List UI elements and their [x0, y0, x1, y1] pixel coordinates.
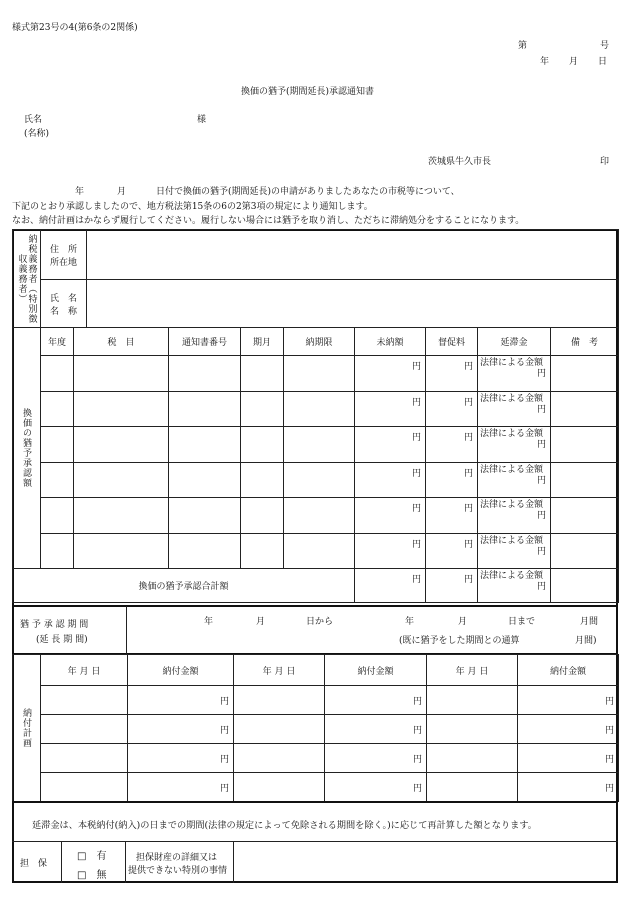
remarks-cell[interactable] [551, 533, 619, 569]
number-prefix: 第 [518, 41, 528, 51]
period-end-year: 年 [405, 617, 415, 627]
taxpayer-table [12, 229, 619, 328]
due-date-cell[interactable] [284, 462, 355, 498]
collateral-detail-l1: 担保財産の詳細又は [136, 853, 218, 863]
plan-amount-cell[interactable]: 円 [325, 715, 427, 744]
late-fee-cell[interactable]: 法律による金額 円 [478, 356, 551, 392]
approval-table [12, 327, 619, 603]
period-start-year: 年 [204, 617, 214, 627]
unpaid-amount-cell[interactable]: 円 [355, 462, 426, 498]
plan-amount-cell[interactable]: 円 [128, 715, 234, 744]
collateral-detail-l2: 提供できない特別の事情 [128, 866, 228, 876]
period-prior-text: (既に猶予をした期間との通算 [399, 636, 520, 646]
plan-amount-cell[interactable]: 円 [518, 744, 619, 773]
due-date-cell[interactable] [284, 427, 355, 463]
header-tax-item: 税 目 [74, 328, 169, 356]
late-fee-cell[interactable]: 法律による金額 円 [478, 462, 551, 498]
total-reminder-cell[interactable]: 円 [426, 569, 478, 603]
taxpayer-name-label: 氏 名 名 称 [41, 280, 87, 328]
plan-amount-cell[interactable]: 円 [325, 686, 427, 715]
number-suffix: 号 [600, 41, 610, 51]
plan-row [13, 744, 619, 773]
plan-amount-header-3: 納付金額 [518, 655, 619, 686]
plan-date-cell[interactable] [427, 773, 518, 802]
header-due-date: 納期限 [284, 328, 355, 356]
plan-amount-cell[interactable]: 円 [518, 773, 619, 802]
taxpayer-name-field[interactable] [87, 280, 619, 328]
name-sub-label: (名称) [24, 129, 50, 139]
payment-plan-table [12, 654, 619, 802]
plan-date-cell[interactable] [234, 686, 325, 715]
plan-amount-cell[interactable]: 円 [325, 773, 427, 802]
form-number: 様式第23号の4(第6条の2関係) [12, 23, 138, 33]
honorific: 様 [197, 115, 207, 125]
total-unpaid-cell[interactable]: 円 [355, 569, 426, 603]
period-until: 日まで [508, 617, 536, 627]
unpaid-amount-cell[interactable]: 円 [355, 391, 426, 427]
due-date-cell[interactable] [284, 498, 355, 534]
table-row [13, 356, 619, 392]
header-reminder-fee: 督促料 [426, 328, 478, 356]
plan-date-cell[interactable] [41, 744, 128, 773]
plan-row [13, 715, 619, 744]
period-label-l2: (延 長 期 間) [36, 635, 88, 645]
total-remarks-cell[interactable] [551, 569, 619, 603]
plan-amount-cell[interactable]: 円 [518, 686, 619, 715]
date-year: 年 [540, 57, 550, 67]
collateral-label: 担 保 [20, 859, 48, 869]
remarks-cell[interactable] [551, 498, 619, 534]
plan-date-cell[interactable] [234, 773, 325, 802]
unpaid-amount-cell[interactable]: 円 [355, 498, 426, 534]
taxpayer-vertical-label: 納税義務者（特別徴収義務者） [13, 230, 41, 328]
header-unpaid-amount: 未納額 [355, 328, 426, 356]
approval-vertical-label: 換価の猶予承認額 [13, 328, 41, 569]
issuer-name: 茨城県牛久市長 [428, 157, 492, 167]
plan-amount-cell[interactable]: 円 [128, 744, 234, 773]
document-title: 換価の猶予(期間延長)承認通知書 [241, 87, 375, 97]
plan-date-cell[interactable] [427, 715, 518, 744]
reminder-fee-cell[interactable]: 円 [426, 427, 478, 463]
name-label: 氏名 [24, 115, 43, 125]
body-line3: なお、納付計画はかならず履行してください。履行しない場合には猶予を取り消し、ただちに滞納処分をすることになります。 [12, 216, 525, 226]
fiscal-year-cell[interactable] [41, 427, 74, 463]
plan-date-cell[interactable] [41, 686, 128, 715]
remarks-cell[interactable] [551, 462, 619, 498]
table-row [13, 462, 619, 498]
period-end-month: 月 [458, 617, 468, 627]
date-month: 月 [569, 57, 579, 67]
period-cell[interactable] [241, 356, 284, 392]
plan-date-cell[interactable] [234, 715, 325, 744]
collateral-no-checkbox[interactable]: □ 無 [77, 870, 107, 881]
table-row [13, 498, 619, 534]
header-fiscal-year: 年度 [41, 328, 74, 356]
late-fee-cell[interactable]: 法律による金額 円 [478, 391, 551, 427]
remarks-cell[interactable] [551, 356, 619, 392]
notice-number-cell[interactable] [169, 533, 241, 569]
header-notice-number: 通知書番号 [169, 328, 241, 356]
plan-amount-cell[interactable]: 円 [128, 773, 234, 802]
total-row [13, 569, 619, 603]
body-month: 月 [117, 187, 127, 197]
fiscal-year-cell[interactable] [41, 391, 74, 427]
tax-item-cell[interactable] [74, 533, 169, 569]
table-row [13, 391, 619, 427]
due-date-cell[interactable] [284, 533, 355, 569]
period-months: 月間 [580, 617, 599, 627]
period-label-l1: 猶 予 承 認 期 間 [20, 620, 89, 630]
seal-mark: 印 [600, 157, 610, 167]
collateral-detail-field[interactable] [234, 843, 616, 882]
notice-number-cell[interactable] [169, 356, 241, 392]
plan-date-header-3: 年 月 日 [427, 655, 518, 686]
plan-amount-cell[interactable]: 円 [325, 744, 427, 773]
notice-number-cell[interactable] [169, 498, 241, 534]
period-prior-months: 月間) [575, 636, 597, 646]
body-line2: 下記のとおり承認しましたので、地方税法第15条の6の2第3項の規定により通知します。 [12, 202, 373, 212]
plan-vertical-label: 納付計画 [13, 655, 41, 802]
address-label: 住 所 所在地 [41, 230, 87, 280]
reminder-fee-cell[interactable]: 円 [426, 462, 478, 498]
remarks-cell[interactable] [551, 427, 619, 463]
reminder-fee-cell[interactable]: 円 [426, 498, 478, 534]
header-late-fee: 延滞金 [478, 328, 551, 356]
fiscal-year-cell[interactable] [41, 498, 74, 534]
late-fee-notice: 延滞金は、本税納付(納入)の日までの期間(法律の規定によって免除される期間を除く。)に応じて再計算した額となります。 [32, 820, 537, 831]
period-cell[interactable] [241, 391, 284, 427]
unpaid-amount-cell[interactable]: 円 [355, 533, 426, 569]
notice-number-cell[interactable] [169, 391, 241, 427]
plan-row [13, 686, 619, 715]
total-label: 換価の猶予承認合計額 [13, 569, 355, 603]
date-day: 日 [598, 57, 608, 67]
period-from: 日から [306, 617, 334, 627]
plan-date-cell[interactable] [427, 686, 518, 715]
period-divider [126, 606, 127, 654]
period-cell[interactable] [241, 462, 284, 498]
notice-number-cell[interactable] [169, 462, 241, 498]
notice-number-cell[interactable] [169, 427, 241, 463]
reminder-fee-cell[interactable]: 円 [426, 391, 478, 427]
address-field[interactable] [87, 230, 619, 280]
plan-row [13, 773, 619, 802]
period-start-month: 月 [256, 617, 266, 627]
collateral-divider-2 [125, 842, 126, 883]
table-row [13, 533, 619, 569]
unpaid-amount-cell[interactable]: 円 [355, 356, 426, 392]
fiscal-year-cell[interactable] [41, 462, 74, 498]
reminder-fee-cell[interactable]: 円 [426, 356, 478, 392]
header-period: 期月 [241, 328, 284, 356]
plan-date-cell[interactable] [41, 715, 128, 744]
table-row [13, 427, 619, 463]
late-fee-cell[interactable]: 法律による金額 円 [478, 427, 551, 463]
collateral-yes-checkbox[interactable]: □ 有 [77, 851, 107, 862]
total-late-fee-cell[interactable]: 法律による金額 円 [478, 569, 551, 603]
fiscal-year-cell[interactable] [41, 533, 74, 569]
due-date-cell[interactable] [284, 356, 355, 392]
period-section [12, 605, 618, 655]
tax-item-cell[interactable] [74, 462, 169, 498]
period-cell[interactable] [241, 498, 284, 534]
tax-item-cell[interactable] [74, 391, 169, 427]
body-line1: 日付で換価の猶予(期間延長)の申請がありましたあなたの市税等について、 [156, 187, 460, 197]
header-remarks: 備 考 [551, 328, 619, 356]
plan-amount-cell[interactable]: 円 [518, 715, 619, 744]
tax-item-cell[interactable] [74, 498, 169, 534]
unpaid-amount-cell[interactable]: 円 [355, 427, 426, 463]
due-date-cell[interactable] [284, 391, 355, 427]
remarks-cell[interactable] [551, 391, 619, 427]
late-fee-cell[interactable]: 法律による金額 円 [478, 533, 551, 569]
late-fee-cell[interactable]: 法律による金額 円 [478, 498, 551, 534]
fiscal-year-cell[interactable] [41, 356, 74, 392]
plan-amount-header-1: 納付金額 [128, 655, 234, 686]
plan-amount-header-2: 納付金額 [325, 655, 427, 686]
tax-item-cell[interactable] [74, 356, 169, 392]
plan-date-header-1: 年 月 日 [41, 655, 128, 686]
plan-date-cell[interactable] [41, 773, 128, 802]
reminder-fee-cell[interactable]: 円 [426, 533, 478, 569]
plan-amount-cell[interactable]: 円 [128, 686, 234, 715]
plan-date-cell[interactable] [427, 744, 518, 773]
body-year: 年 [75, 187, 85, 197]
collateral-divider-1 [61, 842, 62, 883]
period-cell[interactable] [241, 533, 284, 569]
plan-date-cell[interactable] [234, 744, 325, 773]
tax-item-cell[interactable] [74, 427, 169, 463]
period-cell[interactable] [241, 427, 284, 463]
plan-date-header-2: 年 月 日 [234, 655, 325, 686]
